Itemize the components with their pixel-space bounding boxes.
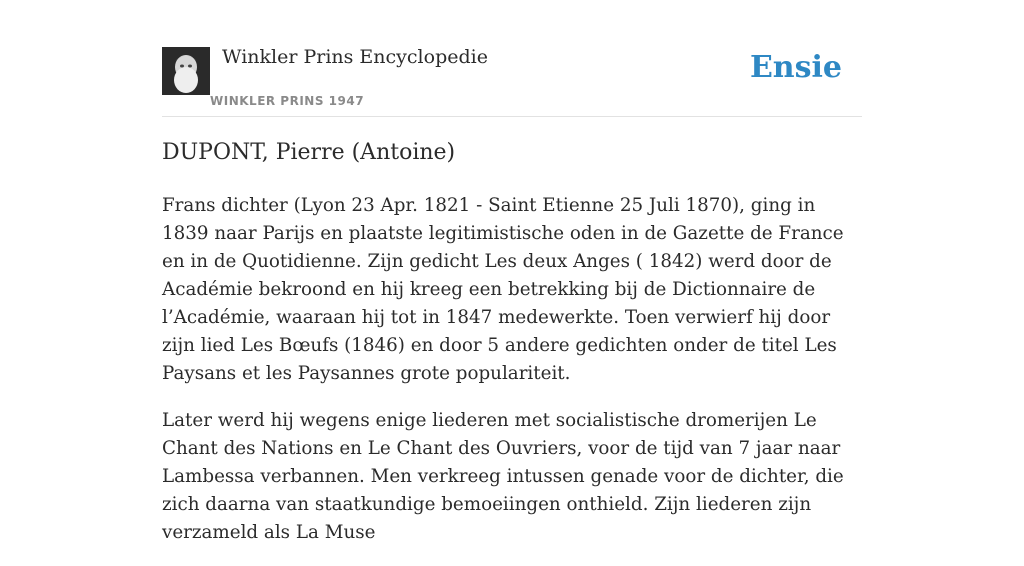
portrait-icon [162, 47, 210, 95]
brand-logo[interactable]: Ensie [749, 50, 842, 85]
article-body [162, 192, 862, 566]
paragraph: Later werd hij wegens enige liederen met socialistische dromerijen Le Chant des Nations en Le Chant des Ouvriers, voor de tijd van 7 jaar naar Lambessa verbannen. Men verkreeg intussen genade voor de dichter, die zich daarna van staatkundige bemoeiingen onthield. Zijn liederen zijn verzameld als La Muse [162, 410, 844, 543]
site-header [162, 0, 862, 117]
paragraph: Frans dichter (Lyon 23 Apr. 1821 - Saint Etienne 25 Juli 1870), ging in 1839 naar Parijs en plaatste legitimistische oden in de Gazette de France en in de Quotidienne. Zijn gedicht Les deux Anges ( 1842) werd door de Académie bekroond en hij kreeg een betrekking bij de Dictionnaire de l’Académie, waaraan hij tot in 1847 medewerkte. Toen verwierf hij door zijn lied Les Bœufs (1846) en door 5 andere gedichten onder de titel Les Paysans et les Paysannes grote populariteit. [162, 195, 844, 384]
site-title[interactable]: Winkler Prins Encyclopedie [222, 46, 488, 68]
author-avatar[interactable] [162, 47, 210, 95]
source-label: WINKLER PRINS 1947 [210, 94, 365, 108]
article-title: DUPONT, Pierre (Antoine) [162, 140, 456, 165]
